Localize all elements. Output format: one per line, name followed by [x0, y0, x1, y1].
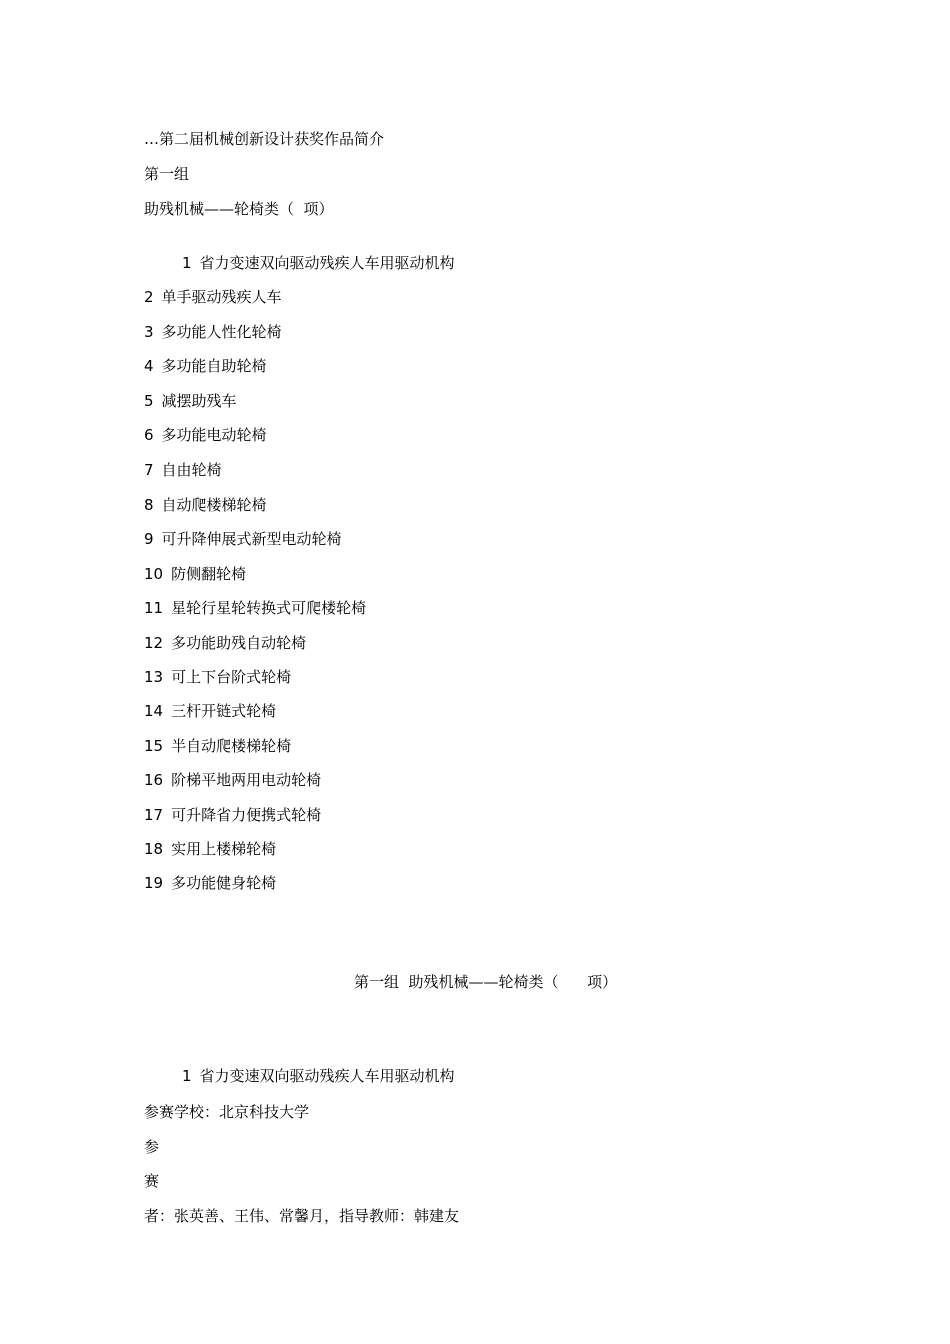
list-item-number: 19: [144, 874, 164, 892]
list-item-number: 17: [144, 806, 164, 824]
list-item: [144, 564, 246, 584]
entry-title: [182, 1066, 455, 1086]
list-item: [144, 770, 321, 790]
list-item-number: 3: [144, 323, 154, 341]
list-item-number: 9: [144, 530, 154, 548]
list-item: [144, 805, 321, 825]
group-label: 第一组: [144, 165, 190, 183]
list-item-number: 10: [144, 565, 164, 583]
list-item: [144, 287, 282, 307]
list-item: [144, 667, 291, 687]
list-item-text: 三杆开链式轮椅: [171, 702, 277, 720]
list-item: [144, 633, 306, 653]
list-item-text: 阶梯平地两用电动轮椅: [171, 771, 322, 789]
list-item-text: 半自动爬楼梯轮椅: [171, 737, 292, 755]
list-item: [144, 460, 222, 480]
list-item-text: 可上下台阶式轮椅: [171, 668, 292, 686]
list-item-text: 多功能助残自动轮椅: [171, 634, 307, 652]
list-item-number: 1: [182, 254, 192, 272]
list-item-text: 星轮行星轮转换式可爬楼轮椅: [171, 599, 367, 617]
list-item-number: 15: [144, 737, 164, 755]
list-item-number: 11: [144, 599, 164, 617]
section-heading: 第一组 助残机械——轮椅类（ 项）: [354, 973, 618, 991]
author-char-1: 参: [144, 1138, 160, 1156]
list-item: [144, 356, 267, 376]
list-item: [144, 425, 267, 445]
list-item-text: 省力变速双向驱动残疾人车用驱动机构: [199, 254, 455, 272]
list-item: [144, 598, 366, 618]
list-item-number: 14: [144, 702, 164, 720]
list-item: [144, 736, 291, 756]
list-item: [182, 253, 455, 273]
list-item-number: 7: [144, 461, 154, 479]
author-char-2: 赛: [144, 1172, 160, 1190]
list-item: [144, 529, 342, 549]
list-item-number: 8: [144, 496, 154, 514]
list-item-text: 自动爬楼梯轮椅: [161, 496, 267, 514]
list-item-text: 多功能人性化轮椅: [161, 323, 282, 341]
category-label: 助残机械——轮椅类（ 项）: [144, 200, 334, 218]
list-item: [144, 391, 237, 411]
list-item-number: 6: [144, 426, 154, 444]
entry-number: 1: [182, 1067, 192, 1085]
school-line: 参赛学校：北京科技大学: [144, 1103, 310, 1121]
list-item-number: 16: [144, 771, 164, 789]
list-item-text: 多功能自助轮椅: [161, 357, 267, 375]
doc-title: …第二届机械创新设计获奖作品简介: [144, 130, 385, 148]
entry-title-text: 省力变速双向驱动残疾人车用驱动机构: [199, 1067, 455, 1085]
list-item: [144, 839, 276, 859]
list-item-number: 4: [144, 357, 154, 375]
authors-line: 者：张英善、王伟、常馨月，指导教师：韩建友: [144, 1207, 460, 1225]
list-item-text: 多功能健身轮椅: [171, 874, 277, 892]
list-item-text: 多功能电动轮椅: [161, 426, 267, 444]
list-item-text: 单手驱动残疾人车: [161, 288, 282, 306]
list-item: [144, 873, 276, 893]
list-item-number: 12: [144, 634, 164, 652]
list-item-text: 实用上楼梯轮椅: [171, 840, 277, 858]
list-item-text: 减摆助残车: [161, 392, 237, 410]
list-item: [144, 322, 282, 342]
list-item-text: 自由轮椅: [161, 461, 222, 479]
list-item-number: 18: [144, 840, 164, 858]
list-item: [144, 701, 276, 721]
list-item: [144, 495, 267, 515]
list-item-number: 2: [144, 288, 154, 306]
list-item-text: 防侧翻轮椅: [171, 565, 247, 583]
list-item-text: 可升降省力便携式轮椅: [171, 806, 322, 824]
list-item-number: 13: [144, 668, 164, 686]
list-item-number: 5: [144, 392, 154, 410]
list-item-text: 可升降伸展式新型电动轮椅: [161, 530, 342, 548]
